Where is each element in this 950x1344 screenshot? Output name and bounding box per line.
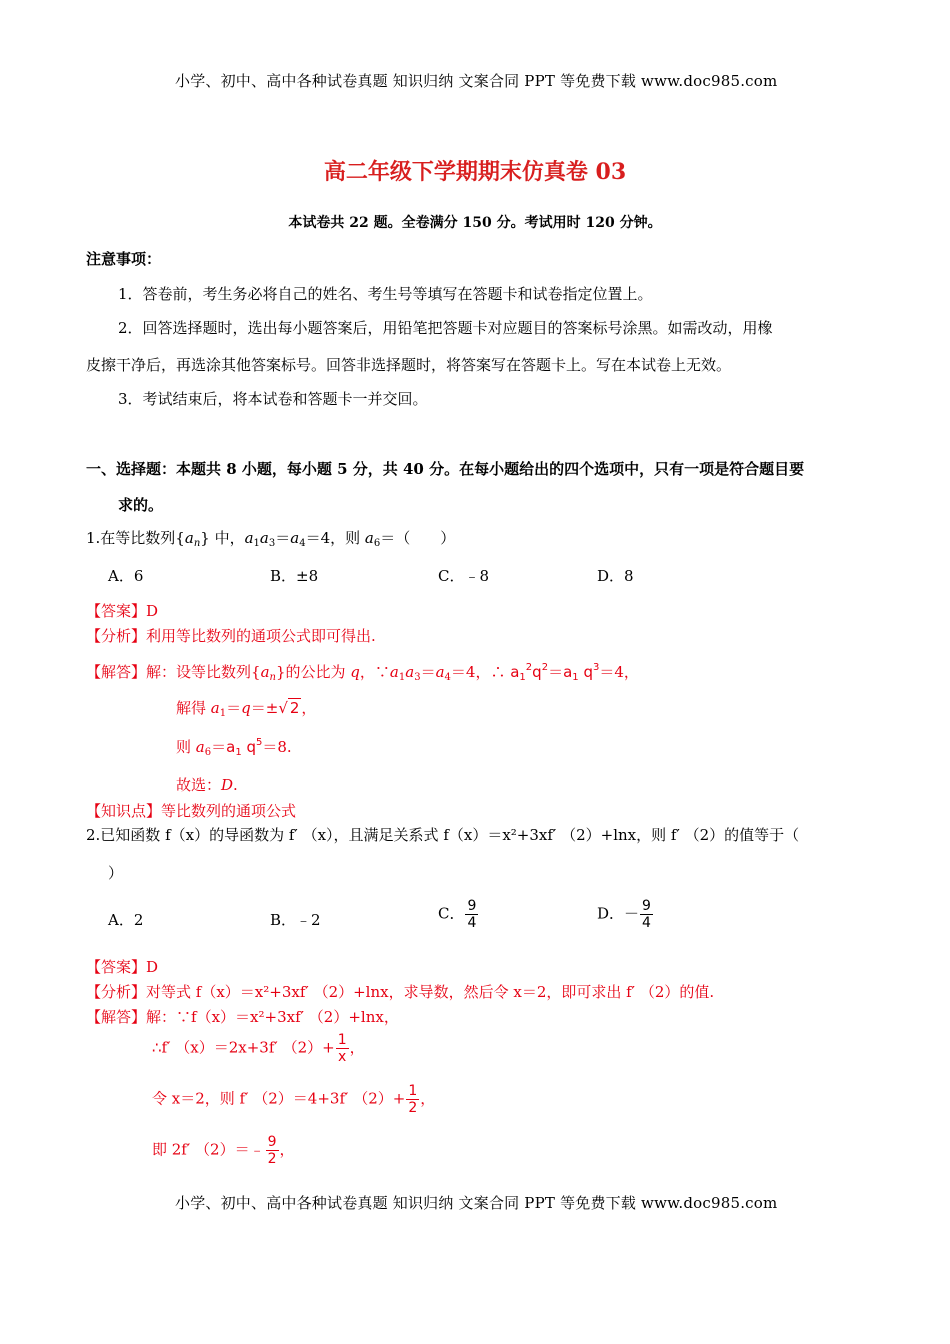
question-2-stem: 2.已知函数 f（x）的导函数为 f′ （x），且满足关系式 f（x）＝x²+3xf′ （2）+lnx，则 f′ （2）的值等于（ xyxy=(86,826,800,844)
section-1-heading: 一、选择题：本题共 8 小题，每小题 5 分，共 40 分。在每小题给出的四个选项中，只有一项是符合题目要 xyxy=(86,460,805,478)
q1-solution-line-4: 故选：D. xyxy=(176,776,238,794)
q1-knowledge: 【知识点】等比数列的通项公式 xyxy=(86,802,297,820)
notice-item-1: 1．答卷前，考生务必将自己的姓名、考生号等填写在答题卡和试卷指定位置上。 xyxy=(118,285,653,303)
q2-answer: 【答案】D xyxy=(86,958,159,976)
q2-option-b: B．﹣2 xyxy=(270,911,321,929)
q1-option-a: A．6 xyxy=(108,567,144,585)
notice-item-2-line-1: 2．回答选择题时，选出每小题答案后，用铅笔把答题卡对应题目的答案标号涂黑。如需改动，用橡 xyxy=(118,319,773,337)
q1-solution-line-2: 解得 $a_1=q=\pm√$ 2 ， xyxy=(176,699,317,719)
q2-option-d: D．－ $\frac{9}{4}$ xyxy=(597,898,651,931)
q2-solution-line-1: 【解答】解：∵f（x）＝x²+3xf′ （2）+lnx， xyxy=(86,1008,399,1026)
notice-heading: 注意事项： xyxy=(86,250,162,268)
q2-solution-line-4: 即 2f′ （2）＝﹣ $\frac{9}{2}$ ， xyxy=(152,1134,295,1167)
q1-option-d: D．8 xyxy=(597,567,634,585)
q1-option-c: C．﹣8 xyxy=(438,567,490,585)
q1-analysis: 【分析】利用等比数列的通项公式即可得出. xyxy=(86,627,376,645)
page-footer: 小学、初中、高中各种试卷真题 知识归纳 文案合同 PPT 等免费下载 www.doc985.com xyxy=(175,1194,778,1212)
q2-solution-line-3: 令 x＝2，则 f′ （2）＝4+3f′ （2）+ $\frac{1}{2}$ ， xyxy=(152,1083,436,1116)
section-1-heading-cont: 求的。 xyxy=(118,496,164,514)
q1-option-b: B．±8 xyxy=(270,567,319,585)
q1-solution-line-1: 【解答】解：设等比数列$\{a_n\}$的公比为 q，$\because a_1a_3=a_4=4$，∴ $a_1^2q^2=a_1$ $q^3=4$， xyxy=(86,662,639,683)
page-title: 高二年级下学期期末仿真卷 03 xyxy=(323,159,627,185)
q2-analysis: 【分析】对等式 f（x）＝x²+3xf′ （2）+lnx，求导数，然后令 x＝2，即可求出 f′ （2）的值. xyxy=(86,983,715,1001)
exam-info: 本试卷共 22 题。全卷满分 150 分。考试用时 120 分钟。 xyxy=(288,215,662,231)
q2-option-a: A．2 xyxy=(108,911,144,929)
page-header: 小学、初中、高中各种试卷真题 知识归纳 文案合同 PPT 等免费下载 www.doc985.com xyxy=(175,72,778,90)
q1-answer: 【答案】D xyxy=(86,602,159,620)
q1-solution-line-3: 则 $a_6=a_1$ $q^5=8$. xyxy=(176,737,292,758)
q2-solution-line-2: ∴f′ （x）＝2x+3f′ （2）+ $\frac{1}{x}$ ， xyxy=(152,1032,365,1065)
question-2-stem-cont: ） xyxy=(108,864,124,882)
notice-item-3: 3．考试结束后，将本试卷和答题卡一并交回。 xyxy=(118,390,428,408)
question-1-stem: 1.在等比数列$\{a_n\}$ 中，$a_1a_3=a_4=4$，则 $a_6=$（ ） xyxy=(86,529,456,549)
q2-option-c: C． $\frac{9}{4}$ xyxy=(438,898,477,931)
notice-item-2-line-2: 皮擦干净后，再选涂其他答案标号。回答非选择题时，将答案写在答题卡上。写在本试卷上无效。 xyxy=(86,356,732,374)
